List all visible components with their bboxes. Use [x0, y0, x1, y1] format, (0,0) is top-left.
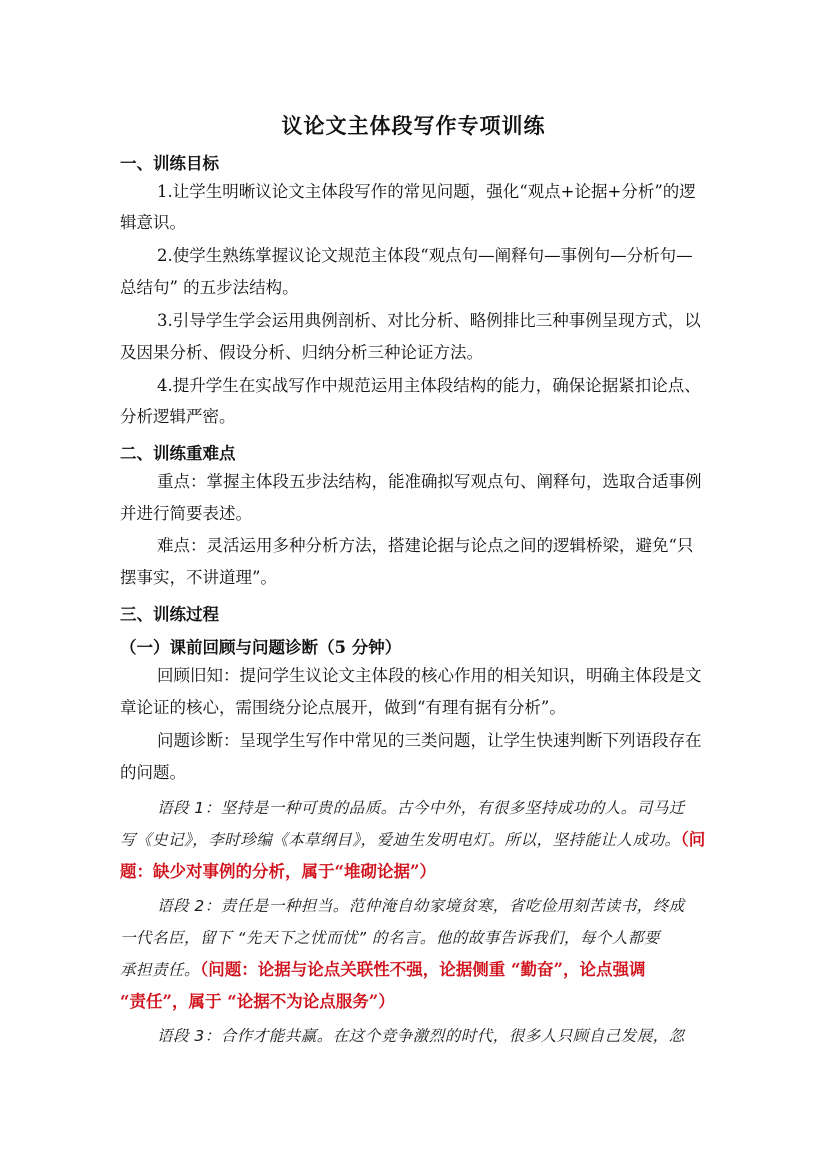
- para2-line-1: 语段 2：责任是一种担当。范仲淹自幼家境贫寒，省吃俭用刻苦读书，终成: [157, 897, 685, 915]
- review-line-2: 章论证的核心，需围绕分论点展开，做到“有理有据有分析”。: [120, 698, 566, 717]
- para1-problem-note: 题：缺少对事例的分析，属于“堆砌论据”）: [120, 862, 436, 881]
- para2-problem-note: “责任”，属于 “论据不为论点服务”）: [120, 992, 395, 1011]
- goal-3-line-1: 3.引导学生学会运用典例剖析、对比分析、略例排比三种事例呈现方式，以: [157, 311, 701, 330]
- para2-problem-start: （问题：论据与论点关联性不强，论据侧重 “勤奋”，论点强调: [200, 960, 646, 979]
- para1-problem-start: （问: [680, 830, 706, 849]
- difficulty-line-1: 难点：灵活运用多种分析方法，搭建论据与论点之间的逻辑桥梁，避免“只: [157, 536, 694, 555]
- heading-training-process: 三、训练过程: [120, 605, 219, 624]
- difficulty-line-2: 摆事实，不讲道理”。: [120, 568, 277, 587]
- para1-line-2: [120, 830, 705, 850]
- key-point-line-1: 重点：掌握主体段五步法结构，能准确拟写观点句、阐释句，选取合适事例: [157, 472, 702, 491]
- key-point-line-2: 并进行简要表述。: [120, 504, 252, 523]
- para3-line-1: 语段 3：合作才能共赢。在这个竞争激烈的时代，很多人只顾自己发展，忽: [157, 1027, 685, 1045]
- goal-2-line-2: 总结句” 的五步法结构。: [120, 278, 299, 297]
- goal-4-line-2: 分析逻辑严密。: [120, 407, 236, 426]
- document-title: 议论文主体段写作专项训练: [281, 113, 546, 138]
- goal-1-line-1: 1.让学生明晰议论文主体段写作的常见问题，强化“观点+论据+分析”的逻: [157, 182, 696, 201]
- goal-1-line-2: 辑意识。: [120, 213, 186, 232]
- subheading-review-diagnosis: （一）课前回顾与问题诊断（5 分钟）: [120, 638, 402, 657]
- review-line-1: 回顾旧知：提问学生议论文主体段的核心作用的相关知识，明确主体段是文: [157, 666, 702, 685]
- diagnosis-line-2: 的问题。: [120, 763, 186, 782]
- para1-line-1: 语段 1：坚持是一种可贵的品质。古今中外，有很多坚持成功的人。司马迁: [157, 799, 685, 817]
- para1-line-2-text: 写《史记》，李时珍编《本草纲目》，爱迪生发明电灯。所以，坚持能让人成功。: [120, 831, 681, 849]
- goal-3-line-2: 及因果分析、假设分析、归纳分析三种论证方法。: [120, 343, 483, 362]
- para2-line-3: [120, 960, 646, 980]
- para2-line-3-text: 承担责任。: [120, 961, 201, 979]
- heading-key-difficulties: 二、训练重难点: [120, 444, 236, 463]
- goal-2-line-1: 2.使学生熟练掌握议论文规范主体段“观点句—阐释句—事例句—分析句—: [157, 246, 693, 265]
- diagnosis-line-1: 问题诊断：呈现学生写作中常见的三类问题，让学生快速判断下列语段存在: [157, 731, 702, 750]
- heading-training-goals: 一、训练目标: [120, 154, 219, 173]
- para2-line-2: 一代名臣，留下 “先天下之忧而忧” 的名言。他的故事告诉我们，每个人都要: [120, 929, 660, 947]
- goal-4-line-1: 4.提升学生在实战写作中规范运用主体段结构的能力，确保论据紧扣论点、: [157, 376, 701, 395]
